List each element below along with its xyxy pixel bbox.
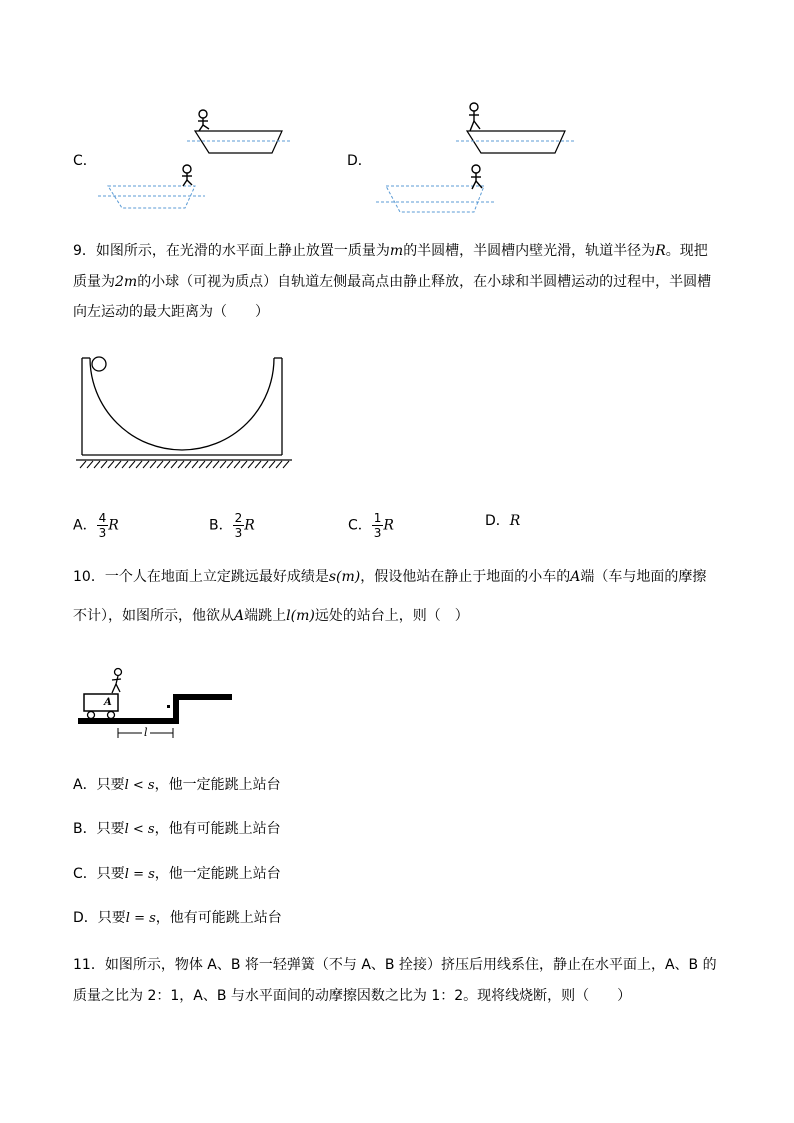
q9-var-2m: 2m: [115, 274, 138, 290]
q9-var-m: m: [389, 243, 404, 259]
q9-option-d[interactable]: D．R: [485, 513, 521, 529]
q10-option-a[interactable]: A．只要l < s，他一定能跳上站台: [73, 777, 281, 793]
q9-option-b[interactable]: B． $\frac{2}{3}$ R: [209, 511, 255, 540]
q10-stem-line2: 不计），如图所示，他欲从A端跳上l(m)远处的站台上，则（ ）: [73, 608, 469, 624]
q10-option-b[interactable]: B．只要l < s，他有可能跳上站台: [73, 821, 281, 837]
q9-stem-line2: 质量为2m的小球（可视为质点）自轨道左侧最高点由静止释放，在小球和半圆槽运动的过程中，半圆槽: [73, 274, 712, 290]
q11-stem-line1: 11．如图所示，物体 A、B 将一轻弹簧（不与 A、B 拴接）挤压后用线系住，静止在水平面上，A、B 的: [73, 957, 717, 973]
q9-option-a[interactable]: A． $\frac{4}{3}$ R: [73, 511, 119, 540]
q9-var-r: R: [655, 243, 666, 259]
q10-length-label-l: l: [144, 726, 148, 739]
q9-stem-line3: 向左运动的最大距离为（ ）: [73, 304, 269, 320]
q8-option-c-label: C．: [73, 153, 97, 169]
q10-option-d[interactable]: D．只要l = s，他有可能跳上站台: [73, 910, 282, 926]
q10-cart-label-a: A: [104, 697, 112, 708]
q9-option-c[interactable]: C． $\frac{1}{3}$ R: [348, 511, 394, 540]
q9-option-c-fraction: $\frac{1}{3}$: [373, 511, 382, 540]
q9-option-a-fraction: $\frac{4}{3}$: [98, 511, 107, 540]
q11-stem-line2: 质量之比为 2：1，A、B 与水平面间的动摩擦因数之比为 1：2。现将线烧断，则（ ）: [73, 988, 632, 1004]
q8-option-d-label: D．: [347, 153, 372, 169]
q10-stem-line1: 10．一个人在地面上立定跳远最好成绩是s(m)，假设他站在静止于地面的小车的A端（车与地面的摩擦: [73, 569, 707, 585]
q10-option-c[interactable]: C．只要l = s，他一定能跳上站台: [73, 866, 281, 882]
q9-stem-line1: 9．如图所示，在光滑的水平面上静止放置一质量为m的半圆槽，半圆槽内壁光滑，轨道半径为R。现把: [73, 243, 708, 259]
q9-option-b-fraction: $\frac{2}{3}$: [234, 511, 243, 540]
